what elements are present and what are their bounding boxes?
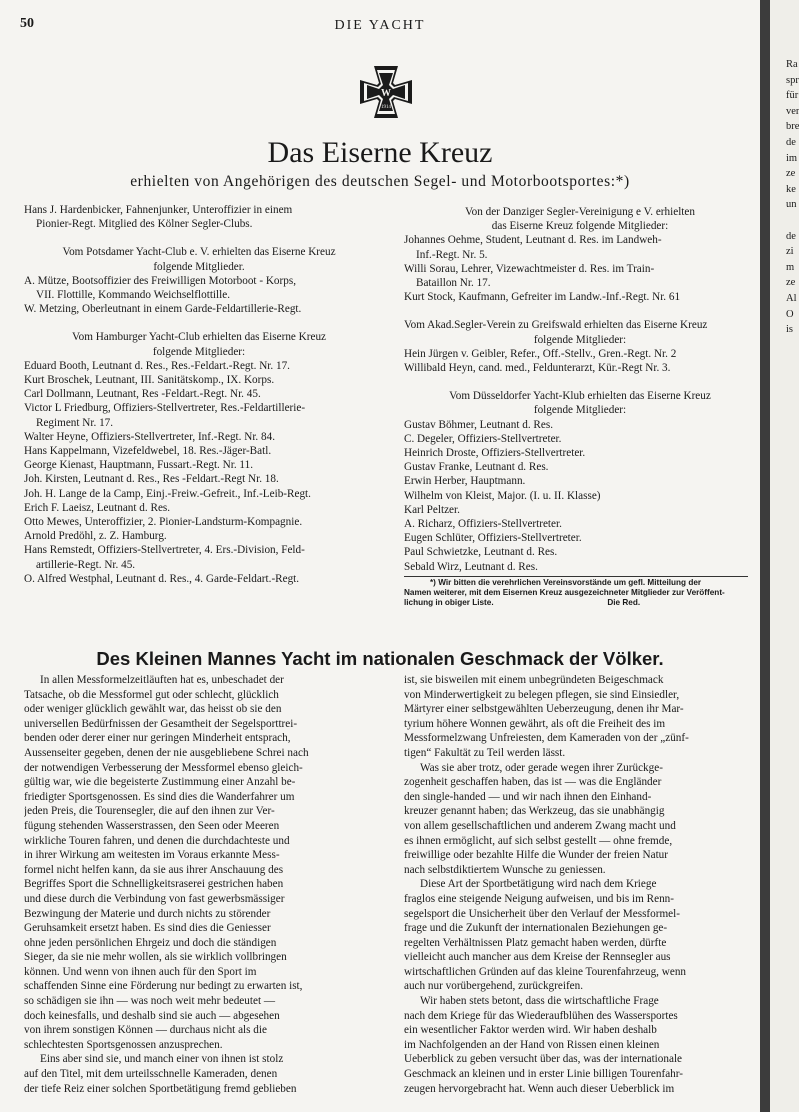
club-heading: Vom Düsseldorfer Yacht-Klub erhielten das Eiserne Kreuz	[449, 390, 711, 403]
article-line: In allen Messformelzeitläuften hat es, unbeschadet der	[40, 674, 284, 686]
list-entry: Sebald Wirz, Leutnant d. Res.	[404, 560, 538, 573]
list-entry: Vom Akad.Segler-Verein zu Greifswald erhielten das Eiserne Kreuz	[404, 319, 708, 332]
club-heading: Vom Hamburger Yacht-Club erhielten das Eiserne Kreuz	[71, 331, 327, 344]
article-line: Diese Art der Sportbetätigung wird nach dem Kriege	[420, 878, 657, 891]
list-entry-continuation: Inf.-Regt. Nr. 5.	[416, 248, 488, 261]
list-entry: Carl Dollmann, Leutnant, Res -Feldart.-Regt. Nr. 45.	[24, 388, 261, 401]
list-entry: Johannes Oehme, Student, Leutnant d. Res. im Landweh-	[404, 234, 662, 247]
article-line: kreuzer genannt haben; das Werkzeug, das sie unabhängig	[404, 805, 665, 818]
article-line: fraglos eine steigende Neigung aufweisen, und bis im Renn-	[404, 892, 674, 905]
article-column-left	[24, 673, 374, 1096]
next-page-fragment: de	[786, 137, 796, 148]
article-column-right	[404, 673, 756, 1096]
article-line: oder weniger glücklich gewählt war, das heisst ob sie den	[24, 703, 282, 716]
next-page-fragment: is	[786, 324, 794, 336]
list-entry: Kurt Stock, Kaufmann, Gefreiter im Landw.-Inf.-Regt. Nr. 61	[404, 291, 681, 304]
list-entry: O. Alfred Westphal, Leutnant d. Res., 4. Garde-Feldart.-Regt.	[24, 572, 300, 585]
article-line: freiwillige oder bezahlte Hilfe die Wunder der freien Natur	[404, 849, 668, 862]
next-page-fragment: de	[786, 230, 796, 242]
article-line: Geruhsamkeit ersetzt haben. Es sind dies die Geniesser	[24, 922, 271, 935]
list-entry: Willibald Heyn, cand. med., Feldunterarzt, Kür.-Regt Nr. 3.	[404, 362, 671, 375]
article-line: friedigter Sportsgenossen. Es sind dies die Wanderfahrer um	[24, 790, 295, 803]
article-line: Messformelzwang Unfreiesten, dem Kameraden von der „zünf-	[404, 732, 689, 745]
next-page-fragment: für	[786, 90, 799, 102]
article-line: im Nachfolgenden an der Hand von Rissen einen kleinen	[404, 1038, 660, 1051]
footnote	[404, 578, 748, 608]
award-list-right	[404, 205, 756, 574]
list-entry: Otto Mewes, Unteroffizier, 2. Pionier-Landsturm-Kompagnie.	[24, 516, 303, 529]
list-entry: Paul Schwietzke, Leutnant d. Res.	[404, 546, 558, 559]
list-entry: Erwin Herber, Hauptmann.	[404, 475, 526, 488]
spacer	[404, 304, 756, 318]
iron-cross-icon	[358, 64, 414, 120]
list-entry-continuation: artillerie-Regt. Nr. 45.	[36, 558, 136, 571]
article-line: zeugen hervorgebracht hat. Wenn auch dieser Ueberblick im	[404, 1082, 675, 1095]
next-page-fragment: ke	[786, 183, 796, 195]
spacer	[24, 316, 374, 330]
article-line: fügung stehenden Wasserstrassen, den Seen oder Meeren	[24, 819, 280, 832]
article-line: Märtyrer einer selbstgewählten Ueberzeugung, denen ihr Mar-	[404, 703, 684, 716]
next-page-fragment: spr	[786, 74, 799, 86]
article-line: von allem gesellschaftlichen und anderem Zwang macht und	[404, 819, 676, 832]
list-entry: Eduard Booth, Leutnant d. Res., Res.-Feldart.-Regt. Nr. 17.	[24, 359, 290, 372]
article-line: zogenheit geschaffen haben, das ist — was die Engländer	[404, 776, 662, 789]
list-entry: Eugen Schlüter, Offiziers-Stellvertreter.	[404, 532, 582, 545]
next-page-fragment: Ra	[786, 59, 798, 70]
list-entry: C. Degeler, Offiziers-Stellvertreter.	[404, 432, 562, 445]
article-line: Begriffes Sport die Schnelligkeitsraserei gestrichen haben	[24, 878, 284, 891]
award-list-left	[24, 203, 374, 586]
article-line: der notwendigen Verbesserung der Messformel ebenso gleich-	[24, 761, 303, 774]
list-entry: Karl Peltzer.	[404, 503, 460, 516]
article-title: Des Kleinen Mannes Yacht im nationalen Geschmack der Völker.	[96, 648, 664, 669]
list-entry: Walter Heyne, Offiziers-Stellvertreter, Inf.-Regt. Nr. 84.	[24, 430, 276, 443]
article-line: Geschmack an kleinen und in erster Linie billigen Tourenfahr-	[404, 1068, 683, 1081]
list-entry: Heinrich Droste, Offiziers-Stellvertreter.	[404, 447, 586, 460]
article-line: auch nur vorübergehend, zurückgreifen.	[404, 980, 584, 993]
article-line: Aussenseiter gegeben, denen der nie ausgebliebene Schrei nach	[24, 746, 309, 759]
article-line: nach dem Kriege für das Wiederaufblühen des Wassersportes	[404, 1009, 678, 1022]
article-line: den single-handed — und wir nach ihnen den Einhand-	[404, 790, 652, 803]
next-page-fragment: ze	[786, 168, 796, 180]
article-line: schaffenden Sinne eine Förderung nur bedingt zu erwarten ist,	[24, 980, 303, 993]
article-line: vielleicht auch mancher aus dem Kreise der Rennsegler aus	[404, 951, 671, 964]
list-entry: A. Richarz, Offiziers-Stellvertreter.	[404, 518, 562, 531]
list-entry: Hans J. Hardenbicker, Fahnenjunker, Unteroffizier in einem	[24, 204, 293, 216]
spacer	[24, 231, 374, 245]
list-entry: Victor L Friedburg, Offiziers-Stellvertreter, Res.-Feldartillerie-	[24, 402, 306, 415]
list-entry: Gustav Böhmer, Leutnant d. Res.	[404, 418, 554, 431]
next-page-fragment: Al	[786, 293, 797, 304]
next-page-fragment: bre	[786, 121, 799, 133]
footnote-rule	[404, 576, 748, 577]
page-gutter	[760, 0, 770, 1112]
list-entry: Hein Jürgen v. Geibler, Refer., Off.-Stellv., Gren.-Regt. Nr. 2	[404, 347, 677, 360]
club-heading: Vom Potsdamer Yacht-Club e. V. erhielten das Eiserne Kreuz	[62, 246, 336, 259]
article-line: in ihrer Wirkung am weitesten im Voraus erkannte Mess-	[24, 849, 280, 862]
list-entry: W. Metzing, Oberleutnant in einem Garde-Feldartillerie-Regt.	[24, 303, 302, 316]
article-line: ohne jeden persönlichen Ehrgeiz und doch die ständigen	[24, 936, 277, 949]
list-entry: Erich F. Laeisz, Leutnant d. Res.	[24, 501, 171, 514]
article-line: Tatsache, ob die Messformel gut oder schlecht, glücklich	[24, 688, 279, 701]
article-line: formel nicht helfen kann, da sie aus ihrer Anschauung des	[24, 863, 284, 876]
footnote-line: lichung in obiger Liste. Die Red.	[404, 598, 641, 607]
article-line: können. Und wenn von ihnen auch für den Sport im	[24, 965, 257, 978]
club-heading: folgende Mitglieder.	[153, 260, 245, 273]
footnote-line: *) Wir bitten die verehrlichen Vereinsvorstände um gefl. Mitteilung der	[430, 578, 702, 587]
list-entry-continuation: Pionier-Regt. Mitglied des Kölner Segler-Clubs.	[36, 218, 253, 231]
cross-year: 1914	[381, 105, 391, 110]
list-entry: Willi Sorau, Lehrer, Vizewachtmeister d. Res. im Train-	[404, 262, 655, 275]
club-heading: folgende Mitglieder:	[533, 333, 627, 346]
article-line: von Minderwertigkeit zu belegen pflegen, sie sind Einsiedler,	[404, 688, 680, 701]
article-line: segelsport die Unsicherheit über den Verlauf der Messformel-	[404, 907, 680, 920]
page-number: 50	[20, 16, 34, 31]
article-line: universellen Bedürfnissen der Gesamtheit der Segelsporttrei-	[24, 717, 298, 730]
article-line: von ihrem sonstigen Können — durchaus nicht als die	[24, 1024, 267, 1037]
footnote-line: Namen weiterer, mit dem Eisernen Kreuz ausgezeichneter Mitglieder zur Veröffent-	[404, 588, 725, 597]
list-entry: Hans Remstedt, Offiziers-Stellvertreter, 4. Ers.-Division, Feld-	[24, 544, 305, 557]
article-line: wirtschaftlichen Gründen auf das kleine Tourenfahrzeug, wenn	[404, 965, 687, 978]
list-entry: Hans Kappelmann, Vizefeldwebel, 18. Res.-Jäger-Batl.	[24, 445, 272, 458]
article-line: Was sie aber trotz, oder gerade wegen ihrer Zurückge-	[420, 761, 663, 774]
article-line: regelten Verhältnissen Platz gemacht haben werden, dürfte	[404, 936, 667, 949]
article-line: benden oder derer einer nur geringen Minderheit entsprach,	[24, 732, 291, 745]
article-line: doch keinesfalls, und deshalb sind sie auch — abgesehen	[24, 1009, 280, 1022]
list-entry: Gustav Franke, Leutnant d. Res.	[404, 461, 549, 474]
article-line: nach selbstdiktiertem Wunsche zu geniessen.	[404, 863, 606, 876]
page-subtitle: erhielten von Angehörigen des deutschen Segel- und Motorbootsportes:*)	[130, 173, 630, 190]
list-entry: Joh. Kirsten, Leutnant d. Res., Res -Feldart.-Regt Nr. 18.	[24, 473, 279, 486]
club-heading: folgende Mitglieder:	[152, 345, 246, 358]
list-entry: Joh. H. Lange de la Camp, Einj.-Freiw.-Gefreit., Inf.-Leib-Regt.	[24, 487, 311, 500]
article-line: Sieger, da sie nie mehr wollen, als sie wirklich vollbringen	[24, 951, 287, 964]
list-entry-continuation: Bataillon Nr. 17.	[416, 277, 491, 290]
list-entry-continuation: Regiment Nr. 17.	[36, 416, 114, 429]
article-line: so schädigen sie ihn — was noch weit mehr bedeutet —	[24, 995, 276, 1008]
article-line: ein wesentlicher Faktor werden wird. Wir haben deshalb	[404, 1024, 657, 1037]
article-line: gültig war, wie die begeisterte Zustimmung einer Anzahl be-	[24, 776, 296, 789]
article-line: tyrium höhere Wonnen gewährt, als oft die Freiheit des im	[404, 717, 666, 730]
running-head: DIE YACHT	[334, 18, 426, 33]
next-page-fragment: zi	[786, 246, 794, 258]
article-line: ist, sie bisweilen mit einem unbegründeten Beigeschmack	[404, 674, 664, 686]
next-page-edge	[770, 0, 799, 1112]
club-heading: Von der Danziger Segler-Vereinigung e V. erhielten	[465, 206, 695, 218]
article-line: Eins aber sind sie, und manch einer von ihnen ist stolz	[40, 1053, 284, 1066]
club-heading: folgende Mitglieder:	[533, 404, 627, 417]
page-title: Das Eiserne Kreuz	[267, 136, 493, 169]
next-page-fragment: im	[786, 152, 798, 164]
article-line: und diese durch die Verbindung von fast gewerbsmässiger	[24, 892, 285, 905]
list-entry: George Kienast, Hauptmann, Fussart.-Regt. Nr. 11.	[24, 459, 253, 472]
article-line: auf den Titel, mit dem urteilsschnelle Kameraden, denen	[24, 1068, 278, 1081]
next-page-fragment: un	[786, 199, 797, 211]
article-line: frage und die Zukunft der internationalen Beziehungen ge-	[404, 922, 668, 935]
article-line: es ihnen ermöglicht, auf sich selbst gestellt — ohne fremde,	[404, 834, 673, 847]
list-entry: A. Mütze, Bootsoffizier des Freiwilligen Motorboot - Korps,	[24, 274, 296, 287]
next-page-fragment: O	[786, 308, 794, 320]
article-line: wirkliche Touren fahren, und denen die durchdachteste und	[24, 834, 290, 847]
next-page-fragment: ver	[786, 105, 799, 117]
article-line: jeden Preis, die Tourensegler, die auf den ihnen zur Ver-	[24, 805, 275, 818]
next-page-fragment: m	[786, 261, 795, 273]
cross-initial: W	[381, 88, 391, 99]
list-entry-continuation: VII. Flottille, Kommando Weichselflottille.	[36, 289, 231, 302]
list-entry: Wilhelm von Kleist, Major. (I. u. II. Klasse)	[404, 489, 601, 502]
next-page-fragment: ze	[786, 277, 796, 289]
club-heading: das Eiserne Kreuz folgende Mitglieder:	[491, 220, 669, 233]
spacer	[404, 375, 756, 389]
article-line: Bezwingung der Materie und durch nichts zu störender	[24, 907, 271, 920]
article-line: schlechtesten Sportsgenossen anzusprechen.	[24, 1038, 223, 1051]
article-line: Ueberblick zu geben versucht über das, was der internationale	[404, 1053, 683, 1066]
list-entry: Kurt Broschek, Leutnant, III. Sanitätskomp., IX. Korps.	[24, 374, 275, 387]
article-line: der tiefe Reiz einer solchen Sportbetätigung fremd geblieben	[24, 1082, 297, 1095]
article-line: tigen“ Fakultät zu Teil werden lässt.	[404, 746, 566, 759]
article-line: Wir haben stets betont, dass die wirtschaftliche Frage	[420, 995, 659, 1008]
list-entry: Arnold Predöhl, z. Z. Hamburg.	[24, 530, 167, 543]
